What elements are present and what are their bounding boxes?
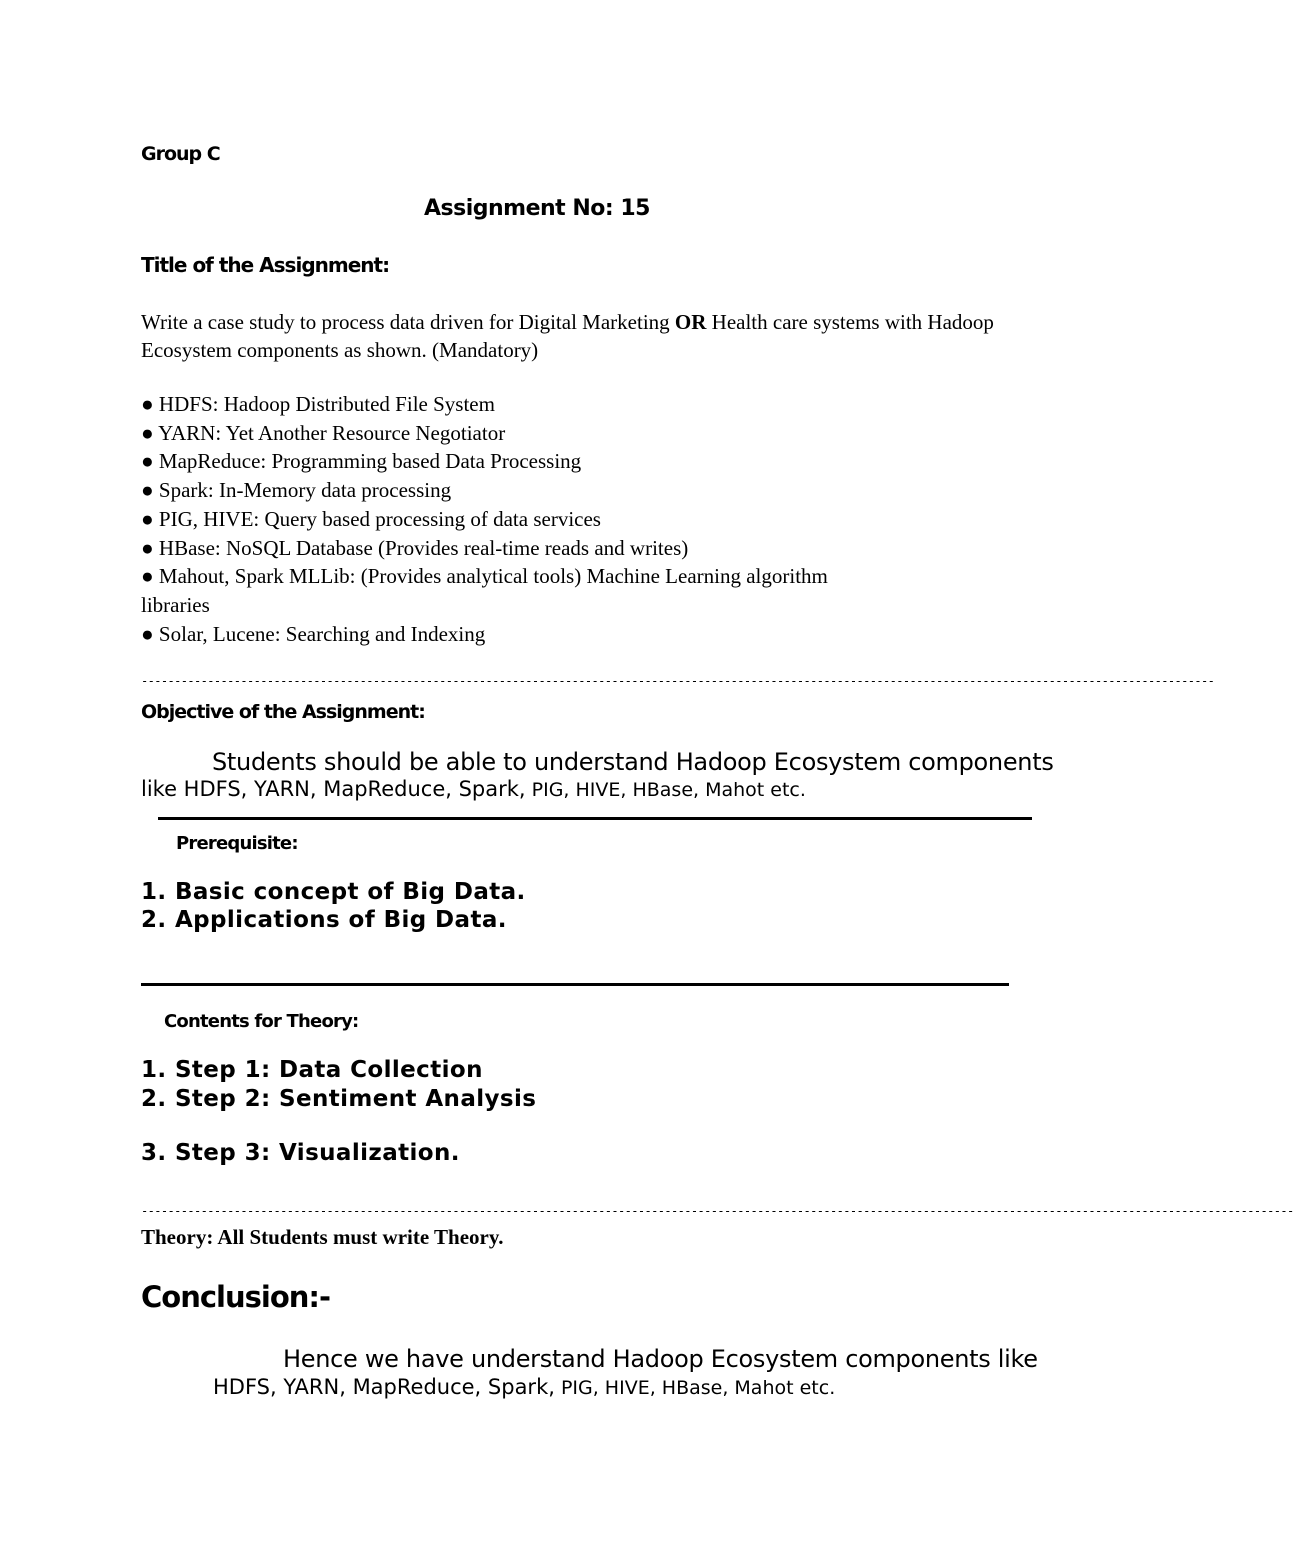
dashed-divider: ------------------------------------------------------------------------------------------------------------------------------------------------------------------ xyxy=(141,674,1215,688)
list-item: ● Solar, Lucene: Searching and Indexing xyxy=(141,621,486,646)
list-item: ● HDFS: Hadoop Distributed File System xyxy=(141,392,495,416)
title-label: Title of the Assignment: xyxy=(141,253,390,277)
list-item: 1. Step 1: Data Collection xyxy=(141,1057,483,1083)
assignment-number: Assignment No: 15 xyxy=(424,196,650,221)
list-item: ● MapReduce: Programming based Data Processing xyxy=(141,449,582,474)
list-item: 2. Step 2: Sentiment Analysis xyxy=(141,1086,537,1112)
objective-label: Objective of the Assignment: xyxy=(141,701,425,723)
assignment-description xyxy=(141,308,1041,364)
description-or: OR xyxy=(674,310,707,334)
component-list xyxy=(141,390,1021,648)
list-item: ● HBase: NoSQL Database (Provides real-time reads and writes) xyxy=(141,535,689,560)
prerequisite-label: Prerequisite: xyxy=(176,833,298,854)
conclusion-line-2 xyxy=(213,1375,835,1399)
list-item: ● YARN: Yet Another Resource Negotiator xyxy=(141,420,506,445)
objective-line-1: Students should be able to understand Hadoop Ecosystem components xyxy=(212,748,1054,776)
list-item: ● Mahout, Spark MLLib: (Provides analytical tools) Machine Learning algorithm xyxy=(141,564,828,589)
theory-steps-list xyxy=(141,1057,536,1169)
list-item: 2. Applications of Big Data. xyxy=(141,907,507,933)
dashed-divider: ------------------------------------------------------------------------------------------------------------------------------------------------------------------------------ xyxy=(141,1204,1294,1218)
heavy-divider xyxy=(141,983,1009,986)
conclusion-line-1: Hence we have understand Hadoop Ecosystem components like xyxy=(283,1345,1038,1373)
conclusion-label: Conclusion:- xyxy=(141,1280,331,1314)
group-label: Group C xyxy=(141,143,220,165)
conclusion-line-2-small: PIG, HIVE, HBase, Mahot etc. xyxy=(554,1377,836,1399)
contents-label: Contents for Theory: xyxy=(164,1011,359,1032)
list-item: ● Spark: In-Memory data processing xyxy=(141,478,452,503)
description-part1: Write a case study to process data driven for Digital Marketing xyxy=(141,310,675,334)
conclusion-line-2-main: HDFS, YARN, MapReduce, Spark, xyxy=(213,1375,555,1399)
objective-line-2 xyxy=(141,777,806,801)
prerequisite-list xyxy=(141,878,526,934)
list-item: 1. Basic concept of Big Data. xyxy=(141,879,526,905)
description-part2: Health care systems with Hadoop Ecosystem components as shown. (Mandatory) xyxy=(141,310,994,362)
list-item: 3. Step 3: Visualization. xyxy=(141,1140,460,1166)
objective-line-2-main: like HDFS, YARN, MapReduce, Spark, xyxy=(141,777,526,801)
list-item: libraries xyxy=(141,592,210,617)
theory-note: Theory: All Students must write Theory. xyxy=(141,1225,504,1249)
list-item: ● PIG, HIVE: Query based processing of data services xyxy=(141,506,601,531)
objective-line-2-small: PIG, HIVE, HBase, Mahot etc. xyxy=(525,779,806,801)
heavy-divider xyxy=(158,817,1032,820)
